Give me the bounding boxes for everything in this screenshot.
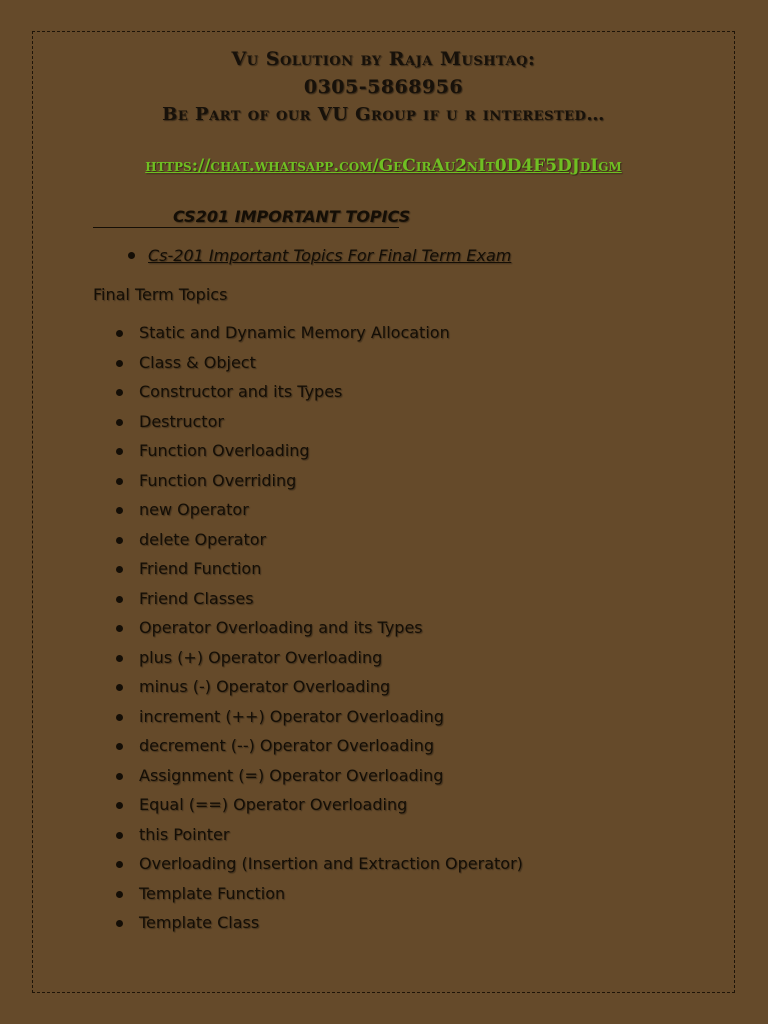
topic-text: Class & Object — [139, 352, 256, 372]
list-item — [116, 648, 523, 678]
topic-text: increment (++) Operator Overloading — [139, 706, 444, 726]
section-title: CS201 IMPORTANT TOPICS — [93, 206, 399, 228]
bullet-icon — [116, 507, 123, 514]
list-item — [116, 884, 523, 914]
topic-text: Template Function — [139, 883, 286, 903]
bullet-icon — [116, 920, 123, 927]
bullet-icon — [128, 252, 135, 259]
list-item — [116, 412, 523, 442]
sub-heading — [128, 246, 511, 266]
list-item — [116, 795, 523, 825]
list-item — [116, 825, 523, 855]
bullet-icon — [116, 448, 123, 455]
bullet-icon — [116, 566, 123, 573]
list-item — [116, 353, 523, 383]
topic-text: Operator Overloading and its Types — [139, 618, 423, 637]
topic-text: Assignment (=) Operator Overloading — [139, 765, 444, 785]
list-item — [116, 471, 523, 501]
topic-text: Constructor and its Types — [139, 382, 343, 401]
bullet-icon — [116, 832, 123, 839]
topic-text: Friend Function — [139, 559, 262, 578]
list-item — [116, 441, 523, 471]
list-item — [116, 618, 523, 648]
bullet-icon — [116, 714, 123, 721]
topic-text: Function Overloading — [139, 441, 310, 460]
topic-text: Template Class — [139, 913, 260, 932]
bullet-icon — [116, 861, 123, 868]
list-item — [116, 736, 523, 766]
list-item — [116, 677, 523, 707]
bullet-icon — [116, 360, 123, 367]
list-item — [116, 589, 523, 619]
list-item — [116, 559, 523, 589]
bullet-icon — [116, 684, 123, 691]
bullet-icon — [116, 773, 123, 780]
list-item — [116, 382, 523, 412]
list-item — [116, 323, 523, 353]
bullet-icon — [116, 625, 123, 632]
list-item — [116, 854, 523, 884]
topic-text: this Pointer — [139, 824, 230, 844]
list-item — [116, 500, 523, 530]
topic-text: new Operator — [139, 500, 249, 519]
topic-text: Friend Classes — [139, 588, 254, 608]
header-phone: 0305-5868956 — [303, 76, 464, 98]
list-item — [116, 530, 523, 560]
bullet-icon — [116, 389, 123, 396]
header-title: Vu Solution by Raja Mushtaq: — [231, 48, 536, 70]
topic-text: plus (+) Operator Overloading — [139, 647, 383, 667]
list-item — [116, 766, 523, 796]
topic-text: Overloading (Insertion and Extraction Operator) — [139, 854, 523, 873]
list-item — [116, 707, 523, 737]
bullet-icon — [116, 743, 123, 750]
topic-text: Destructor — [139, 411, 224, 431]
topic-list — [116, 323, 523, 943]
list-heading: Final Term Topics — [93, 285, 228, 304]
topic-text: Function Overriding — [139, 470, 297, 490]
whatsapp-group-link[interactable]: https://chat.whatsapp.com/GeCirAu2nIt0D4F5DJdIgm — [145, 156, 622, 176]
bullet-icon — [116, 419, 123, 426]
list-item — [116, 913, 523, 943]
topic-text: decrement (--) Operator Overloading — [139, 736, 435, 755]
sub-heading-text: Cs-201 Important Topics For Final Term Exam — [148, 246, 512, 265]
topic-text: Static and Dynamic Memory Allocation — [139, 323, 450, 342]
bullet-icon — [116, 537, 123, 544]
topic-text: minus (-) Operator Overloading — [139, 677, 391, 696]
topic-text: delete Operator — [139, 529, 267, 549]
bullet-icon — [116, 891, 123, 898]
bullet-icon — [116, 596, 123, 603]
bullet-icon — [116, 330, 123, 337]
header-invite: Be Part of our VU Group if u r interested… — [162, 104, 605, 125]
bullet-icon — [116, 802, 123, 809]
bullet-icon — [116, 655, 123, 662]
bullet-icon — [116, 478, 123, 485]
topic-text: Equal (==) Operator Overloading — [139, 795, 408, 814]
